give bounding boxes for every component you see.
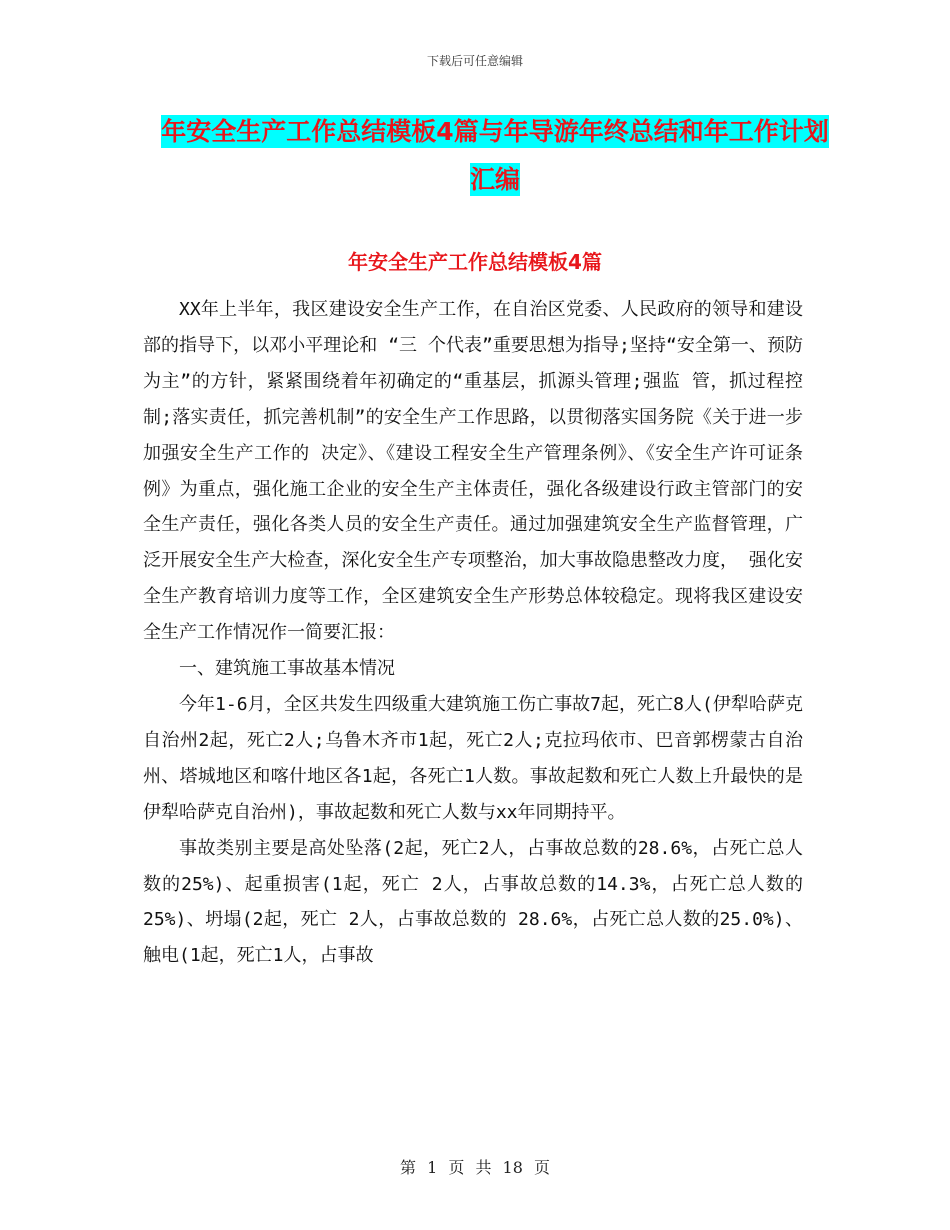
page-header-note: 下载后可任意编辑: [426, 54, 523, 68]
body-paragraph-intro: XX年上半年，我区建设安全生产工作，在自治区党委、人民政府的领导和建设部的指导下，以邓小平理论和 “三 个代表”重要思想为指导;坚持“安全第一、预防为主”的方针，紧紧围绕着年初确定的“重基层，抓源头管理;强监 管，抓过程控制;落实责任，抓完善机制”的安全生产工作思路，以贯彻落实国务院《关于进一步加强安全生产工作的 决定》、《建设工程安全生产管理条例》、《安全生产许可证条例》为重点，强化施工企业的安全生产主体责任，强化各级建设行政主管部门的安全生产责任，强化各类人员的安全生产责任。通过加强建筑安全生产监督管理，广泛开展安全生产大检查，深化安全生产专项整治，加大事故隐患整改力度， 强化安全生产教育培训力度等工作，全区建筑安全生产形势总体较稳定。现将我区建设安全生产工作情况作一简要汇报：: [143, 299, 803, 644]
body-paragraph-accidents: 今年1-6月，全区共发生四级重大建筑施工伤亡事故7起，死亡8人(伊犁哈萨克自治州2起，死亡2人;乌鲁木齐市1起，死亡2人;克拉玛依市、巴音郭楞蒙古自治州、塔城地区和喀什地区各1起，各死亡1人数。事故起数和死亡人数上升最快的是伊犁哈萨克自治州)，事故起数和死亡人数与xx年同期持平。: [143, 693, 803, 823]
document-title: [150, 108, 840, 204]
body-paragraph-heading: 一、建筑施工事故基本情况: [179, 658, 395, 680]
document-title-text: 年安全生产工作总结模板4篇与年导游年终总结和年工作计划汇编: [161, 117, 829, 194]
section-title: 年安全生产工作总结模板4篇: [348, 250, 602, 274]
document-body: [143, 292, 803, 974]
page-number-indicator: 第 1 页 共 18 页: [400, 1158, 550, 1177]
body-paragraph-categories: 事故类别主要是高处坠落(2起，死亡2人，占事故总数的28.6%，占死亡总人数的25%)、起重损害(1起，死亡 2人，占事故总数的14.3%，占死亡总人数的25%)、坍塌(2起，死亡 2人，占事故总数的 28.6%，占死亡总人数的25.0%)、触电(1起，死亡1人，占事故: [143, 837, 803, 967]
